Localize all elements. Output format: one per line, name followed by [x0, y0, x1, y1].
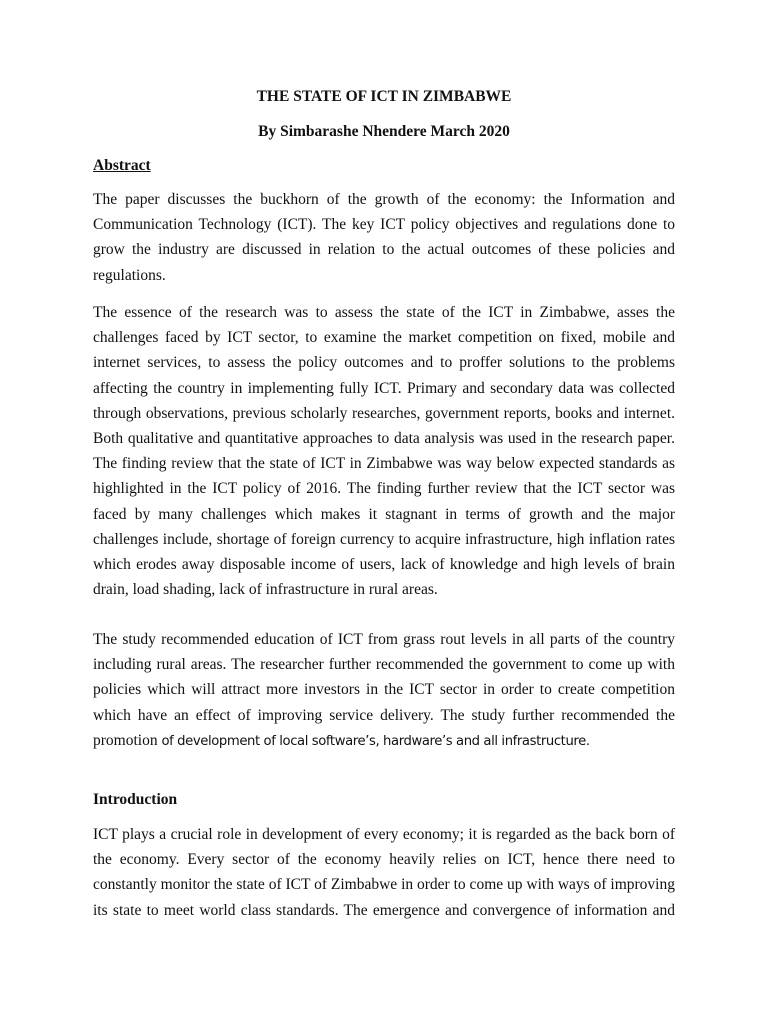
document-title: THE STATE OF ICT IN ZIMBABWE	[256, 88, 512, 105]
abstract-paragraph-3-tail: of development of local software’s, hardware’s and all infrastructure.	[161, 733, 590, 749]
author-byline: By Simbarashe Nhendere March 2020	[258, 123, 510, 140]
abstract-paragraph-3-text: The study recommended education of ICT from grass rout levels in all parts of the country including rural areas. The researcher further recommended the government to come up with policies which will attract more investors in the ICT sector in order to create competition which have an effect of improving service delivery. The study further recommended the promotion	[93, 631, 675, 749]
abstract-paragraph-2: The essence of the research was to assess the state of the ICT in Zimbabwe, asses the challenges faced by ICT sector, to examine the market competition on fixed, mobile and internet services, to assess the policy outcomes and to proffer solutions to the problems affecting the country in implementing fully ICT. Primary and secondary data was collected through observations, previous scholarly researches, government reports, books and internet. Both qualitative and quantitative approaches to data analysis was used in the research paper. The finding review that the state of ICT in Zimbabwe was way below expected standards as highlighted in the ICT policy of 2016. The finding further review that the ICT sector was faced by many challenges which makes it stagnant in terms of growth and the major challenges include, shortage of foreign currency to acquire infrastructure, high inflation rates which erodes away disposable income of users, lack of knowledge and high levels of brain drain, load shading, lack of infrastructure in rural areas.	[93, 304, 675, 599]
introduction-heading: Introduction	[93, 791, 178, 808]
introduction-paragraph: ICT plays a crucial role in development of every economy; it is regarded as the back born of the economy. Every sector of the economy heavily relies on ICT, hence there need to constantly monitor the state of ICT of Zimbabwe in order to come up with ways of improving its state to meet world class standards. The emergence and convergence of information and	[93, 826, 675, 919]
abstract-heading: Abstract	[93, 157, 151, 174]
abstract-paragraph-3	[93, 627, 675, 754]
abstract-paragraph-1: The paper discusses the buckhorn of the growth of the economy: the Information and Communication Technology (ICT). The key ICT policy objectives and regulations done to grow the industry are discussed in relation to the actual outcomes of these policies and regulations.	[93, 191, 675, 284]
